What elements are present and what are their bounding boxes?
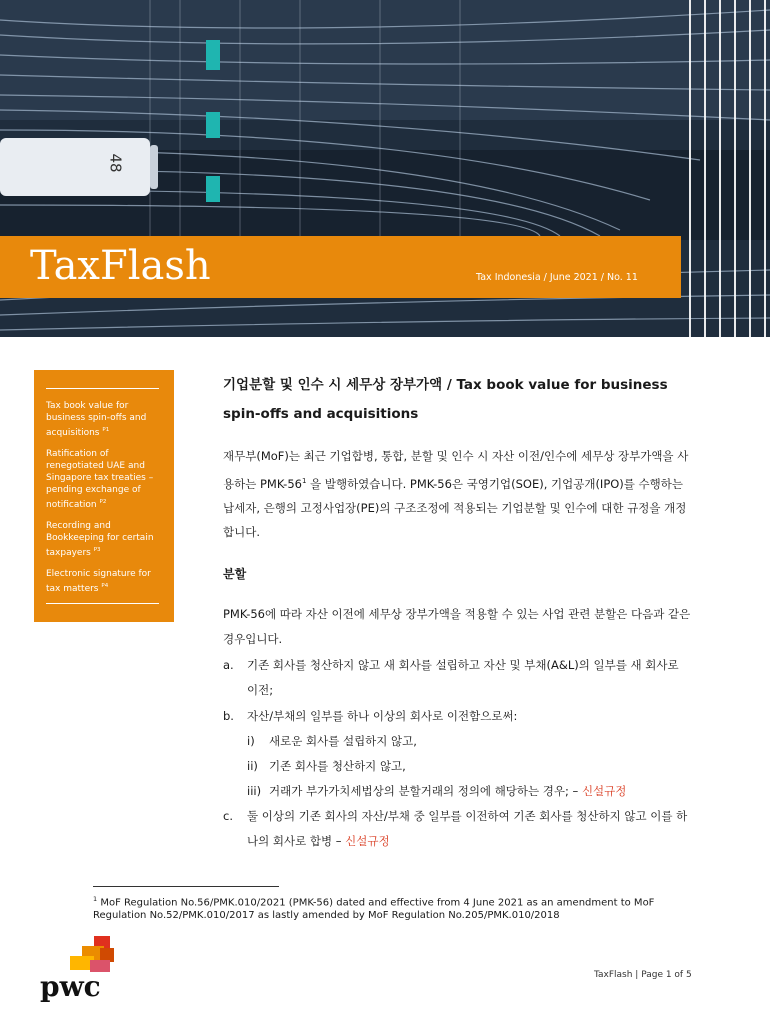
- sidebar-item-bookkeeping[interactable]: Recording and Bookkeeping for certain taxpayers $^{P3}$: [46, 521, 154, 558]
- list-item: 둘 이상의 기존 회사의 자산/부채 중 일부를 이전하여 기존 회사를 청산하지 않고 이를 하나의 회사로 합병 – 신설규정: [247, 809, 688, 848]
- new-rule-tag: 신설규정: [345, 833, 390, 848]
- new-rule-tag: 신설규정: [581, 784, 627, 798]
- sidebar-bottom-rule: [46, 603, 159, 604]
- sublist-item: 거래가 부가가치세법상의 분할거래의 정의에 해당하는 경우; – 신설규정: [269, 784, 627, 798]
- list-item: 기존 회사를 청산하지 않고 새 회사를 설립하고 자산 및 부채(A&L)의 일부를 새 회사로 이전;: [247, 658, 679, 697]
- pwc-logo: [36, 934, 136, 1004]
- sidebar-item-treaties[interactable]: Ratification of renegotiated UAE and Singapore tax treaties – pending exchange of notification $^{P2}$: [46, 449, 154, 510]
- sidebar-item-e-signature[interactable]: Electronic signature for tax matters $^{P4}$: [46, 569, 151, 594]
- contents-sidebar: [34, 370, 174, 622]
- page-footer: TaxFlash | Page 1 of 5: [594, 970, 692, 980]
- sublist-marker: ii): [247, 759, 258, 773]
- sidebar-top-rule: [46, 388, 159, 389]
- title-banner: [0, 236, 681, 298]
- section-intro: PMK-56에 따라 자산 이전에 세무상 장부가액을 적용할 수 있는 사업 관련 분할은 다음과 같은 경우입니다.: [223, 607, 691, 646]
- sidebar-item-tax-book-value[interactable]: Tax book value for business spin-offs and acquisitions $^{P1}$: [46, 401, 147, 438]
- train-number: 48: [106, 153, 125, 173]
- brand-title: TaxFlash: [30, 243, 211, 289]
- list-marker: a.: [223, 658, 234, 672]
- sublist-item: 새로운 회사를 설립하지 않고,: [269, 734, 417, 748]
- list-marker: c.: [223, 809, 233, 823]
- list-marker: b.: [223, 709, 234, 723]
- intro-paragraph: 재무부(MoF)는 최근 기업합병, 통합, 분할 및 인수 시 자산 이전/인수에 세무상 장부가액을 사용하는 PMK-$56^1$ 을 발행하였습니다. PMK-56은 국영기업(SOE), 기업공개(IPO)를 수행하는 납세자, 은행의 고정사업장(PE)의 구조조정에 적용되는 기업분할 및 인수에 대한 규정을 개정합니다.: [223, 449, 689, 540]
- footnote: $^1$ MoF Regulation No.56/PMK.010/2021 (PMK-56) dated and effective from 4 June 2021 as an amendment to MoF Regulation No.52/PMK.010/2017 as lastly amended by MoF Regulation No.205/PMK.010/2018: [93, 895, 655, 922]
- list-item: 자산/부채의 일부를 하나 이상의 회사로 이전함으로써:: [247, 709, 518, 723]
- footnote-rule: [93, 886, 279, 887]
- article-title: 기업분할 및 인수 시 세무상 장부가액 / Tax book value for business spin-offs and acquisitions: [223, 377, 668, 422]
- section-heading: 분할: [223, 567, 247, 581]
- issue-line: Tax Indonesia / June 2021 / No. 11: [476, 272, 638, 283]
- pwc-wordmark: pwc: [40, 970, 101, 1003]
- sublist-marker: iii): [247, 784, 262, 798]
- sublist-item: 기존 회사를 청산하지 않고,: [269, 759, 406, 773]
- train-car: [0, 138, 150, 196]
- sublist-marker: i): [247, 734, 255, 748]
